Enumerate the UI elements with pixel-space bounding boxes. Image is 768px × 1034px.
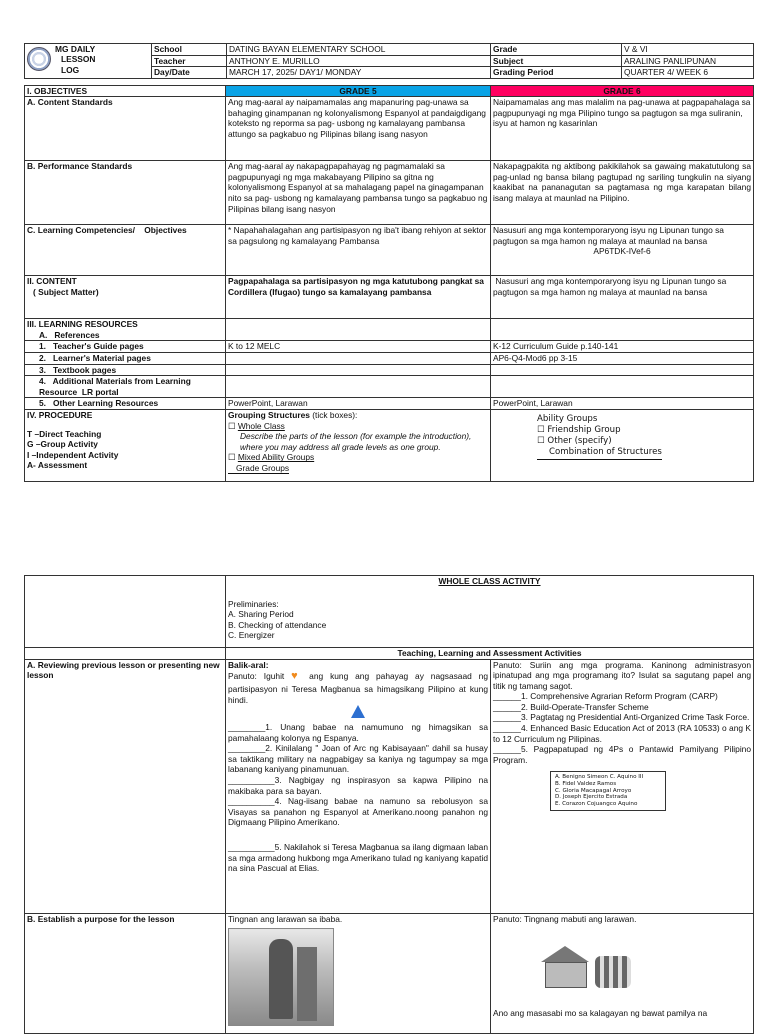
grouping-note: (tick boxes): bbox=[309, 409, 358, 420]
subject-label: Subject bbox=[491, 55, 622, 67]
competencies-label: C. Learning Competencies/ Objectives bbox=[25, 225, 226, 276]
choice-item: A. Benigno Simeon C. Aquino III bbox=[555, 774, 644, 781]
whole-class-option: Whole Class bbox=[237, 420, 285, 431]
grade6-header: GRADE 6 bbox=[491, 85, 754, 97]
resource-g5 bbox=[226, 353, 491, 365]
performance-standards-label: B. Performance Standards bbox=[25, 161, 226, 225]
heart-icon: ♥ bbox=[291, 670, 303, 683]
subject-value: ARALING PANLIPUNAN bbox=[622, 55, 754, 67]
grade5-header: GRADE 5 bbox=[226, 85, 491, 97]
resource-g5: K to 12 MELC bbox=[226, 341, 491, 353]
content-g6: Nasusuri ang mga kontemporaryong isyu ng Lipunan tungo sa pagtugon sa mga hamon ng malaya at maunlad na bansa bbox=[491, 276, 754, 319]
header-title-line: LESSON bbox=[61, 54, 96, 65]
grade-groups-option: Grade Groups bbox=[228, 463, 289, 475]
resources-cell bbox=[25, 319, 226, 341]
mixed-ability-option: Mixed Ability Groups bbox=[237, 452, 315, 463]
combination-option: Combination of Structures bbox=[537, 447, 662, 459]
choice-item: C. Gloria Macapagal Arroyo bbox=[555, 787, 632, 794]
checkbox-whole-class[interactable]: ☐ bbox=[228, 420, 236, 431]
review-g6-item: ______4. Enhanced Basic Education Act of 2013 (RA 10533) o ang K to 12 Curriculum ng Pilipinas. bbox=[493, 723, 751, 744]
header-title-line: LOG bbox=[61, 64, 80, 75]
review-g5-intro-rest: ang kung ang pahayag ay nagsasaad ng partisipasyon ni Teresa Magbanua sa himagsikang Pilipino at kung hindi. bbox=[228, 671, 488, 705]
lesson-log-top bbox=[24, 43, 753, 482]
purpose-label: B. Establish a purpose for the lesson bbox=[25, 913, 226, 1033]
content-label-cell bbox=[25, 276, 226, 319]
tla-title: Teaching, Learning and Assessment Activities bbox=[226, 648, 754, 660]
legend-item: T –Direct Teaching bbox=[27, 428, 102, 439]
preliminary-line: C. Energizer bbox=[228, 630, 275, 641]
review-g6-item: ______2. Build-Operate-Transfer Scheme bbox=[493, 701, 649, 712]
content-sublabel: ( Subject Matter) bbox=[33, 286, 99, 297]
resource-label: 2. Learner's Material pages bbox=[25, 353, 226, 365]
review-g5-title: Balik-aral: bbox=[228, 659, 269, 670]
resource-g6: PowerPoint, Larawan bbox=[491, 398, 754, 410]
header-title-line: MG DAILY bbox=[55, 44, 96, 54]
review-g5-item: ________2. Kinilalang " Joan of Arc ng Kabisayaan" dahil sa husay sa taktikang military na nagpabigay sa kaniya ng tagumpay sa mga labanang kaniyang pinamunuan. bbox=[228, 743, 488, 775]
content-g5: Pagpapahalaga sa partisipasyon ng mga katutubong pangkat sa Cordillera (Ifugao) tungo sa kamalayang pambansa bbox=[226, 276, 491, 319]
purpose-g5-cell bbox=[226, 913, 491, 1033]
legend-item: G –Group Activity bbox=[27, 439, 98, 450]
other-option[interactable]: ☐ Other (specify) bbox=[537, 436, 612, 447]
purpose-g5: Tingnan ang larawan sa ibaba. bbox=[228, 913, 343, 924]
activities-table bbox=[24, 575, 754, 1034]
performance-standards-g6: Nakapagpakita ng aktibong pakikilahok sa gawaing makatutulong sa pag-unlad ng bansa bilang pagtupad ng sariling tungkulin na siyang kaakibat na pananagutan sa pagtamasa ng mga karapatan bilang isang malaya at maunlad na Pilipino. bbox=[491, 161, 754, 225]
performance-standards-g5: Ang mag-aaral ay nakapagpapahayag ng pagmamalaki sa pagpupunyagi ng mga makabayang Pilipino sa gitna ng kolonyalismong Espanyol at sa mahalagang papel na ginagampanan nito sa pag- usbong ng kamalayang pambansa tungo sa pagkabuo ng Pilipinas bilang isang nasyon bbox=[226, 161, 491, 225]
resource-g6 bbox=[491, 364, 754, 376]
daydate-value: MARCH 17, 2025/ DAY1/ MONDAY bbox=[227, 67, 491, 79]
competencies-g6-cell bbox=[491, 225, 754, 276]
review-g6-item: ______5. Pagpapatupad ng 4Ps o Pantawid Pamilyang Pilipino Program. bbox=[493, 744, 751, 765]
content-standards-g6: Naipamamalas ang mas malalim na pag-unawa at pagpapahalaga sa pagpupunyagi ng mga Pilipino tungo sa pagtugon sa mga suliranin, isyu at hamon ng kasarinlan bbox=[491, 97, 754, 161]
lesson-log-bottom bbox=[24, 575, 753, 1034]
resource-label: 5. Other Learning Resources bbox=[25, 398, 226, 410]
resource-g6 bbox=[491, 376, 754, 398]
review-g6-item: ______3. Pagtatag ng Presidential Anti-Organized Crime Task Force. bbox=[493, 712, 750, 723]
triangle-row bbox=[228, 705, 488, 718]
legend-item: A- Assessment bbox=[27, 460, 88, 471]
header-logo-cell bbox=[25, 44, 152, 79]
resource-label: 3. Textbook pages bbox=[25, 364, 226, 376]
review-g5-intro: Panuto: Iguhit bbox=[228, 671, 292, 682]
grouping-cell bbox=[226, 409, 491, 481]
resource-g6: AP6-Q4-Mod6 pp 3-15 bbox=[491, 353, 754, 365]
review-g5-item: __________3. Nagbigay ng inspirasyon sa kapwa Pilipino na makibaka para sa bayan. bbox=[228, 775, 488, 796]
daydate-label: Day/Date bbox=[152, 67, 227, 79]
resource-g5 bbox=[226, 376, 491, 398]
competency-code: AP6TDK-IVef-6 bbox=[593, 246, 651, 257]
competencies-g6: Nasusuri ang mga kontemporaryong isyu ng Lipunan tungo sa pagtugon sa mga hamon ng malaya at maunlad na bansa bbox=[493, 225, 724, 246]
review-label: A. Reviewing previous lesson or presenting new lesson bbox=[25, 659, 226, 913]
school-label: School bbox=[152, 44, 227, 56]
competencies-g5: * Napahahalagahan ang partisipasyon ng iba't ibang rehiyon at sektor sa pagsulong ng kamalayang Pambansa bbox=[226, 225, 491, 276]
teacher-label: Teacher bbox=[152, 55, 227, 67]
ifugao-photo bbox=[228, 928, 334, 1026]
grouping-title: Grouping Structures bbox=[228, 409, 310, 420]
content-standards-label: A. Content Standards bbox=[25, 97, 226, 161]
purpose-g6-question: Ano ang masasabi mo sa kalagayan ng bawat pamilya na bbox=[493, 1008, 708, 1019]
grading-period-label: Grading Period bbox=[491, 67, 622, 79]
ability-groups-option[interactable]: Ability Groups bbox=[537, 413, 598, 424]
grouping-right-cell bbox=[491, 409, 754, 481]
legend-item: I –Independent Activity bbox=[27, 449, 119, 460]
review-g5-cell bbox=[226, 659, 491, 913]
content-standards-g5: Ang mag-aaral ay naipamamalas ang mapanuring pag-unawa sa bahaging ginampanan ng kolonyalismong Espanyol at pandaigdigang koteksto ng reporma sa pag- usbong ng kamalayang pambansa attungo sa pagkabuo ng Pilipinas bilang isang nasyon bbox=[226, 97, 491, 161]
whole-class-title: WHOLE CLASS ACTIVITY bbox=[438, 576, 541, 586]
resource-g5 bbox=[226, 364, 491, 376]
choice-item: B. Fidel Valdez Ramos bbox=[555, 781, 617, 788]
whole-class-cell bbox=[226, 576, 754, 648]
whole-class-desc: Describe the parts of the lesson (for example the introduction), where you may address all grade levels as one group. bbox=[240, 431, 472, 452]
objectives-heading: I. OBJECTIVES bbox=[25, 85, 226, 97]
review-g5-item: __________4. Nag-iisang babae na namuno sa rebolusyon sa Visayas sa panahon ng Espanyol at Amerikano.noong panahon ng Digmaang Pilipino Amerikano. bbox=[228, 796, 488, 828]
president-choices-box bbox=[550, 771, 666, 811]
review-g6-item: ______1. Comprehensive Agrarian Reform Program (CARP) bbox=[493, 691, 718, 702]
deped-seal-icon bbox=[27, 47, 51, 71]
triangle-icon bbox=[351, 705, 365, 718]
preliminary-line: B. Checking of attendance bbox=[228, 619, 327, 630]
review-g5-item: __________5. Nakilahok si Teresa Magbanua sa ilang digmaan laban sa mga armadong hukbong mga Amerikano tulad ng kaniyang kapatid na sina Pascual at Elias. bbox=[228, 841, 488, 874]
resources-heading: III. LEARNING RESOURCES bbox=[27, 319, 138, 330]
review-g6-intro: Panuto: Suriin ang mga programa. Kaninong administrasyon ipinatupad ang mga programang ito? Isulat sa sagutang papel ang titik ng tamang sagot. bbox=[493, 659, 751, 691]
grading-period-value: QUARTER 4/ WEEK 6 bbox=[622, 67, 754, 79]
objectives-table bbox=[24, 85, 754, 482]
preliminary-line: Preliminaries: bbox=[228, 598, 279, 609]
resource-g5: PowerPoint, Larawan bbox=[226, 398, 491, 410]
resource-label: 1. Teacher's Guide pages bbox=[25, 341, 226, 353]
header-table bbox=[24, 43, 754, 79]
grade-value: V & VI bbox=[622, 44, 754, 56]
grade-label: Grade bbox=[491, 44, 622, 56]
teacher-value: ANTHONY E. MURILLO bbox=[227, 55, 491, 67]
review-g6-cell bbox=[491, 659, 754, 913]
resource-g6: K-12 Curriculum Guide p.140-141 bbox=[491, 341, 754, 353]
choice-item: D. Joseph Ejercito Estrada bbox=[555, 794, 628, 801]
friendship-group-option[interactable]: ☐ Friendship Group bbox=[537, 425, 621, 436]
choice-item: E. Corazon Cojuangco Aquino bbox=[555, 801, 638, 808]
content-label: II. CONTENT bbox=[27, 276, 77, 287]
review-g5-item: ________1. Unang babae na namumuno ng himagsikan sa pamahalaang kolonya ng Espanya. bbox=[228, 722, 488, 743]
procedure-heading: IV. PROCEDURE bbox=[27, 409, 93, 420]
preliminary-line: A. Sharing Period bbox=[228, 609, 294, 620]
procedure-cell bbox=[25, 409, 226, 481]
purpose-g6-cell bbox=[491, 913, 754, 1033]
family-illustration bbox=[535, 942, 635, 994]
purpose-g6: Panuto: Tingnang mabuti ang larawan. bbox=[493, 913, 637, 924]
school-value: DATING BAYAN ELEMENTARY SCHOOL bbox=[227, 44, 491, 56]
references-label: A. References bbox=[39, 329, 100, 340]
checkbox-mixed[interactable]: ☐ bbox=[228, 452, 236, 463]
resource-label: 4. Additional Materials from Learning Resource LR portal bbox=[25, 376, 226, 398]
